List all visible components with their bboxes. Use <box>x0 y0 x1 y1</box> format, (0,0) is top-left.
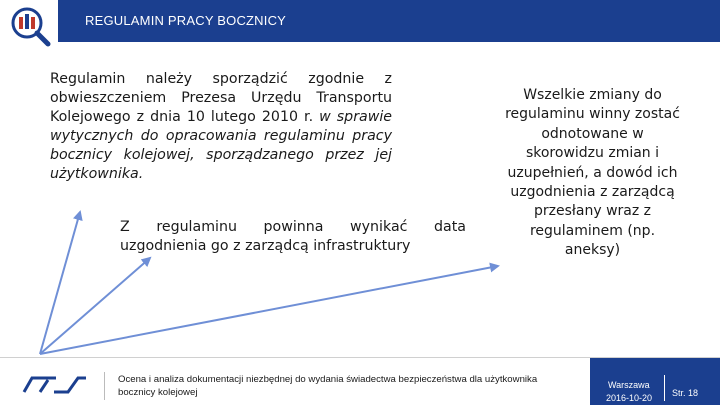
arrow-to-right-text <box>40 266 498 354</box>
page-title: REGULAMIN PRACY BOCZNICY <box>85 13 287 28</box>
arrow-to-second-text <box>40 258 150 354</box>
footer-description: Ocena i analiza dokumentacji niezbędnej do wydania świadectwa bezpieczeństwa dla użytkownika bocznicy kolejowej <box>118 374 538 398</box>
arrow-to-main-text <box>40 212 80 354</box>
footer-vertical-divider <box>104 372 105 400</box>
main-text-italic: w sprawie wytycznych do opracowania regulaminu pracy bocznicy kolejowej, sporządzanego przez jej użytkownika. <box>50 109 392 182</box>
second-paragraph-line-1: Z regulaminu powinna wynikać data <box>120 219 466 235</box>
footer-date: 2016-10-20 <box>606 393 653 403</box>
utk-logo-icon <box>18 372 90 398</box>
main-paragraph <box>50 70 392 184</box>
footer-city: Warszawa <box>608 380 650 390</box>
second-paragraph <box>120 218 466 256</box>
page-number: Str. 18 <box>672 388 699 398</box>
second-paragraph-line-2: uzgodnienia go z zarządcą infrastruktury <box>120 238 411 254</box>
right-text-block: Wszelkie zmiany do regulaminu winny zostać odnotowane w skorowidzu zmian i uzupełnień, a dowód ich uzgodnienia z zarządcą przesłany wraz z regulaminem (np. aneksy) <box>505 87 680 259</box>
footer-panel-divider <box>664 375 665 401</box>
main-text-regular: Regulamin należy sporządzić zgodnie z obwieszczeniem Prezesa Urzędu Transportu Kolejowego z dnia 10 lutego 2010 r. <box>50 71 392 125</box>
magnifier-logo-icon <box>8 4 52 48</box>
